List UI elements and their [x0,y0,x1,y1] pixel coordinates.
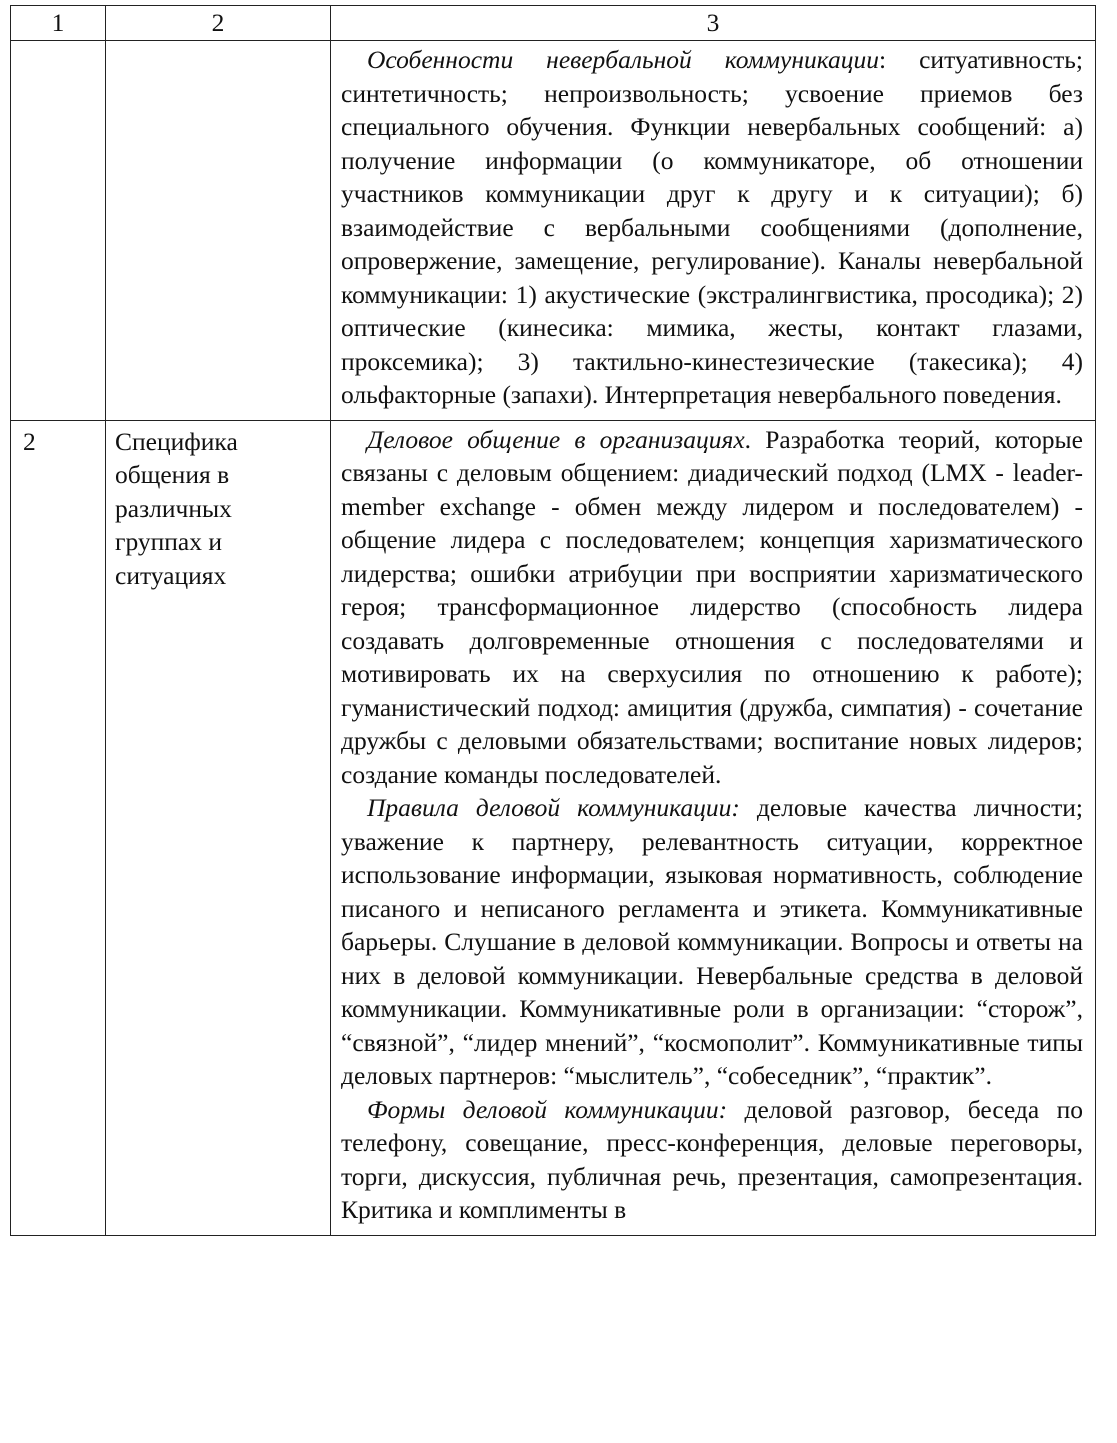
row-number: 2 [11,420,106,1235]
header-col-1: 1 [11,6,106,41]
row-number [11,41,106,421]
table-header [11,6,1096,41]
section-title: Специфика общения в различных группах и ситуациях [106,420,331,1235]
header-row [11,6,1096,41]
paragraph-text: деловые качества личности; уважение к партнеру, релевантность ситуации, корректное использование информации, языковая нормативность, соблюдение писаного и неписаного регламента и этикета. Коммуникативные барьеры. Слушание в деловой коммуникации. Вопросы и ответы на них в деловой коммуникации. Невербальные средства в деловой коммуникации. Коммуникативные роли в организации: “сторож”, “связной”, “лидер мнений”, “космополит”. Коммуникативные типы деловых партнеров: “мыслитель”, “собеседник”, “практик”. [341,793,1083,1090]
header-col-2: 2 [106,6,331,41]
content-paragraph [341,791,1083,1093]
document-page [10,5,1095,1236]
header-col-3: 3 [331,6,1096,41]
content-paragraph [341,1093,1083,1227]
paragraph-text: деловой разговор, беседа по телефону, совещание, пресс-конференция, деловые переговоры, торги, дискуссия, публичная речь, презентация, самопрезентация. Критика и комплименты в [341,1094,1083,1224]
paragraph-text: . Разработка теорий, которые связаны с деловым общением: диадический подход (LMX - leader-member exchange - обмен между лидером и последователем) - общение лидера с последователем; концепция харизматического лидерства; ошибки атрибуции при восприятии харизматического героя; трансформационное лидерство (способность лидера создавать долговременные отношения с последователями и мотивировать их на сверхусилия по отношению к работе); гуманистический подход: амицития (дружба, симпатия) - сочетание дружбы с деловыми обязательствами; воспитание новых лидеров; создание команды последователей. [341,424,1083,789]
paragraph-lead: Деловое общение в организациях [367,424,745,454]
paragraph-text: : ситуативность; синтетичность; непроизвольность; усвоение приемов без специального обучения. Функции невербальных сообщений: а) получение информации (о коммуникаторе, об отношении участников коммуникации друг к другу и к ситуации); б) взаимодействие с вербальными сообщениями (дополнение, опровержение, замещение, регулирование). Каналы невербальной коммуникации: 1) акустические (экстралингвистика, просодика); 2) оптические (кинесика: мимика, жесты, контакт глазами, проксемика); 3) тактильно-кинестезические (такесика); 4) ольфакторные (запахи). Интерпретация невербального поведения. [341,45,1083,409]
section-content [331,420,1096,1235]
syllabus-table [10,5,1096,1236]
table-row [11,420,1096,1235]
table-row [11,41,1096,421]
section-title [106,41,331,421]
section-content [331,41,1096,421]
paragraph-lead: Особенности невербальной коммуникации [367,45,880,74]
paragraph-lead: Формы деловой коммуникации: [367,1094,728,1124]
content-paragraph [341,423,1083,792]
paragraph-lead: Правила деловой коммуникации: [367,793,740,822]
content-paragraph [341,43,1083,412]
